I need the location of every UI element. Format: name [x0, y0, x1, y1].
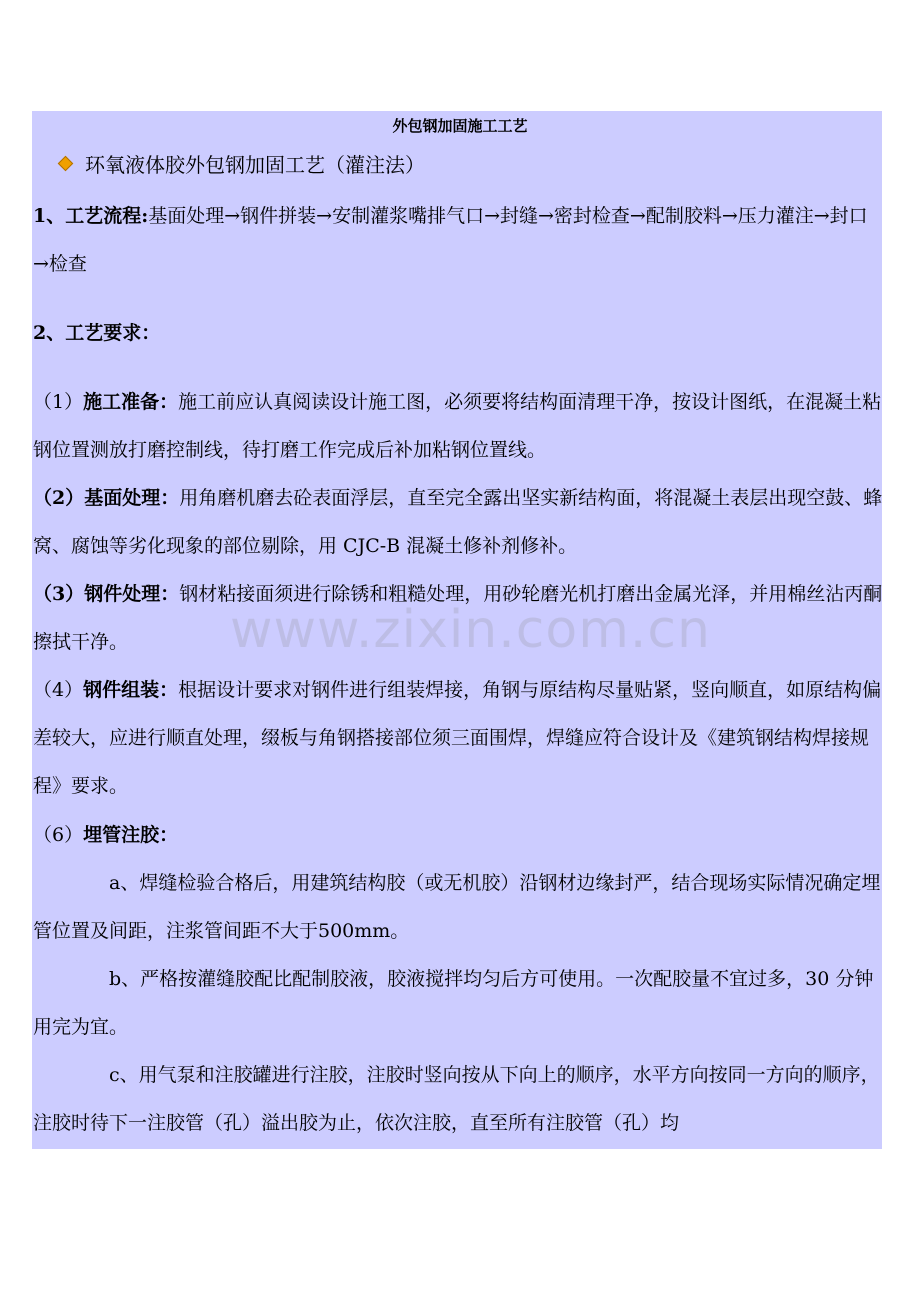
assembly-num: （4）: [33, 679, 84, 701]
assembly-label: 钢件组装：: [83, 679, 179, 701]
base-label: （2）基面处理：: [33, 487, 180, 509]
diamond-bullet-icon: [58, 155, 74, 171]
injection-num: （6）: [33, 824, 84, 846]
subtitle: [56, 148, 425, 178]
injection-item-a: a、焊缝检验合格后，用建筑结构胶（或无机胶）沿钢材边缘封严，结合现场实际情况确定埋管位置及间距，注浆管间距不大于500mm。: [33, 872, 881, 942]
assembly-paragraph: [33, 666, 883, 810]
subtitle-text: 环氧液体胶外包钢加固工艺（灌注法）: [85, 152, 425, 177]
process-flow-text: 基面处理→钢件拼装→安制灌浆嘴排气口→封缝→密封检查→配制胶料→压力灌注→封口→检查: [33, 205, 868, 275]
steel-paragraph: [33, 570, 883, 666]
watermark-text: www.zixin.com.cn: [230, 600, 711, 660]
prep-label: 施工准备：: [83, 391, 179, 413]
steel-label: （3）钢件处理：: [33, 583, 180, 605]
process-flow: [33, 192, 883, 288]
injection-heading: [33, 811, 883, 859]
base-text: 用角磨机磨去砼表面浮层，直至完全露出坚实新结构面，将混凝土表层出现空鼓、蜂窝、腐蚀等劣化现象的部位剔除，用 CJC-B 混凝土修补剂修补。: [33, 487, 883, 557]
process-flow-label: 1、工艺流程:: [33, 205, 149, 227]
prep-num: （1）: [33, 391, 84, 413]
injection-item-c: c、用气泵和注胶罐进行注胶，注胶时竖向按从下向上的顺序，水平方向按同一方向的顺序，注胶时待下一注胶管（孔）溢出胶为止，依次注胶，直至所有注胶管（孔）均: [33, 1064, 880, 1134]
page-title: 外包钢加固施工工艺: [392, 117, 528, 135]
injection-item-b: b、严格按灌缝胶配比配制胶液，胶液搅拌均匀后方可使用。一次配胶量不宜过多，30 分钟用完为宜。: [33, 968, 874, 1038]
steel-text: 钢材粘接面须进行除锈和粗糙处理，用砂轮磨光机打磨出金属光泽，并用棉丝沾丙酮擦拭干净。: [33, 583, 883, 653]
prep-paragraph: [33, 378, 883, 474]
base-paragraph: [33, 474, 883, 570]
injection-label: 埋管注胶：: [83, 824, 179, 846]
assembly-text: 根据设计要求对钢件进行组装焊接，角钢与原结构尽量贴紧，竖向顺直，如原结构偏差较大，应进行顺直处理，缀板与角钢搭接部位须三面围焊，焊缝应符合设计及《建筑钢结构焊接规程》要求。: [33, 679, 882, 797]
prep-text: 施工前应认真阅读设计施工图，必须要将结构面清理干净，按设计图纸，在混凝土粘钢位置测放打磨控制线，待打磨工作完成后补加粘钢位置线。: [33, 391, 882, 461]
requirements-heading: 2、工艺要求：: [33, 322, 161, 344]
